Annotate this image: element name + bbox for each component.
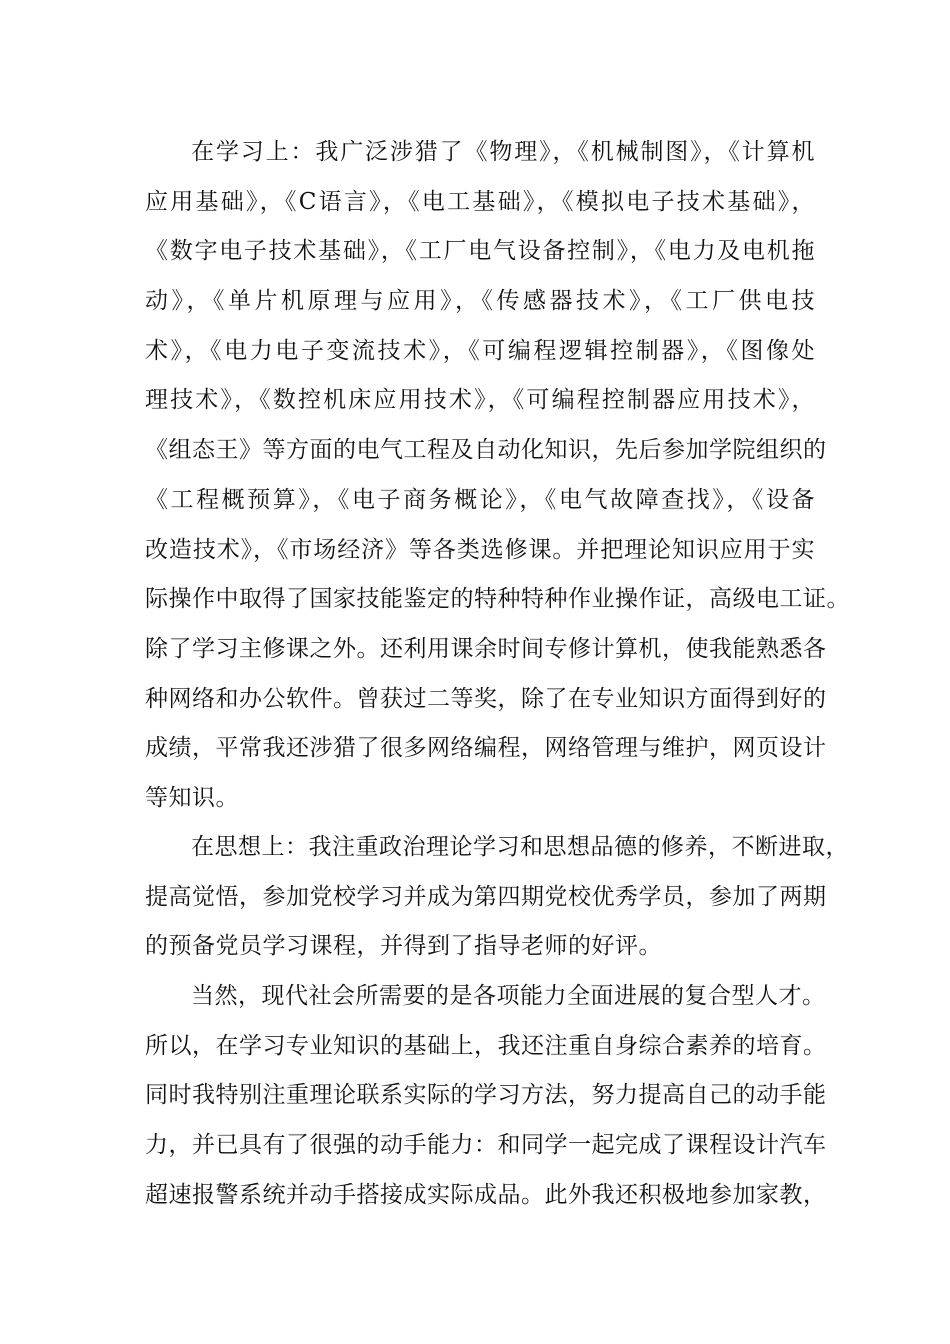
text-line: 《工程概预算》，《电子商务概论》，《电气故障查找》，《设备	[145, 486, 815, 513]
text-line: 当然，现代社会所需要的是各项能力全面进展的复合型人才。	[191, 983, 826, 1009]
text-line: 在思想上：我注重政治理论学习和思想品德的修养，不断进取，	[191, 834, 849, 860]
text-line: 在学习上：我广泛涉猎了《物理》，《机械制图》，《计算机	[191, 139, 815, 165]
text-line: 应用基础》，《C语言》，《电工基础》，《模拟电子技术基础》，	[145, 188, 815, 215]
text-line: 超速报警系统并动手搭接成实际成品。此外我还积极地参加家教，	[145, 1181, 827, 1208]
text-line: 所以，在学习专业知识的基础上，我还注重自身综合素养的培育。	[145, 1032, 827, 1059]
text-line: 的预备党员学习课程，并得到了指导老师的好评。	[145, 933, 662, 960]
text-line: 《数字电子技术基础》，《工厂电气设备控制》，《电力及电机拖	[145, 238, 815, 265]
text-line: 种网络和办公软件。曾获过二等奖，除了在专业知识方面得到好的	[145, 685, 827, 712]
text-line: 理技术》，《数控机床应用技术》，《可编程控制器应用技术》，	[145, 387, 815, 414]
text-line: 改造技术》，《市场经济》等各类选修课。并把理论知识应用于实	[145, 536, 815, 563]
text-line: 力，并已具有了很强的动手能力：和同学一起完成了课程设计汽车	[145, 1132, 827, 1159]
paragraph-abilities	[145, 972, 827, 1220]
text-line: 术》，《电力电子变流技术》，《可编程逻辑控制器》，《图像处	[145, 337, 815, 364]
text-line: 除了学习主修课之外。还利用课余时间专修计算机，使我能熟悉各	[145, 635, 827, 662]
text-line: 际操作中取得了国家技能鉴定的特种特种作业操作证，高级电工证。	[145, 586, 850, 613]
text-line: 同时我特别注重理论联系实际的学习方法，努力提高自己的动手能	[145, 1082, 827, 1109]
paragraph-study	[145, 128, 850, 824]
paragraph-thought	[145, 823, 849, 972]
text-line: 动》，《单片机原理与应用》，《传感器技术》，《工厂供电技	[145, 288, 815, 315]
text-line: 成绩，平常我还涉猎了很多网络编程，网络管理与维护，网页设计	[145, 735, 827, 762]
text-line: 提高觉悟，参加党校学习并成为第四期党校优秀学员，参加了两期	[145, 883, 827, 910]
text-line: 《组态王》等方面的电气工程及自动化知识，先后参加学院组织的	[145, 437, 827, 464]
text-line: 等知识。	[145, 784, 239, 811]
